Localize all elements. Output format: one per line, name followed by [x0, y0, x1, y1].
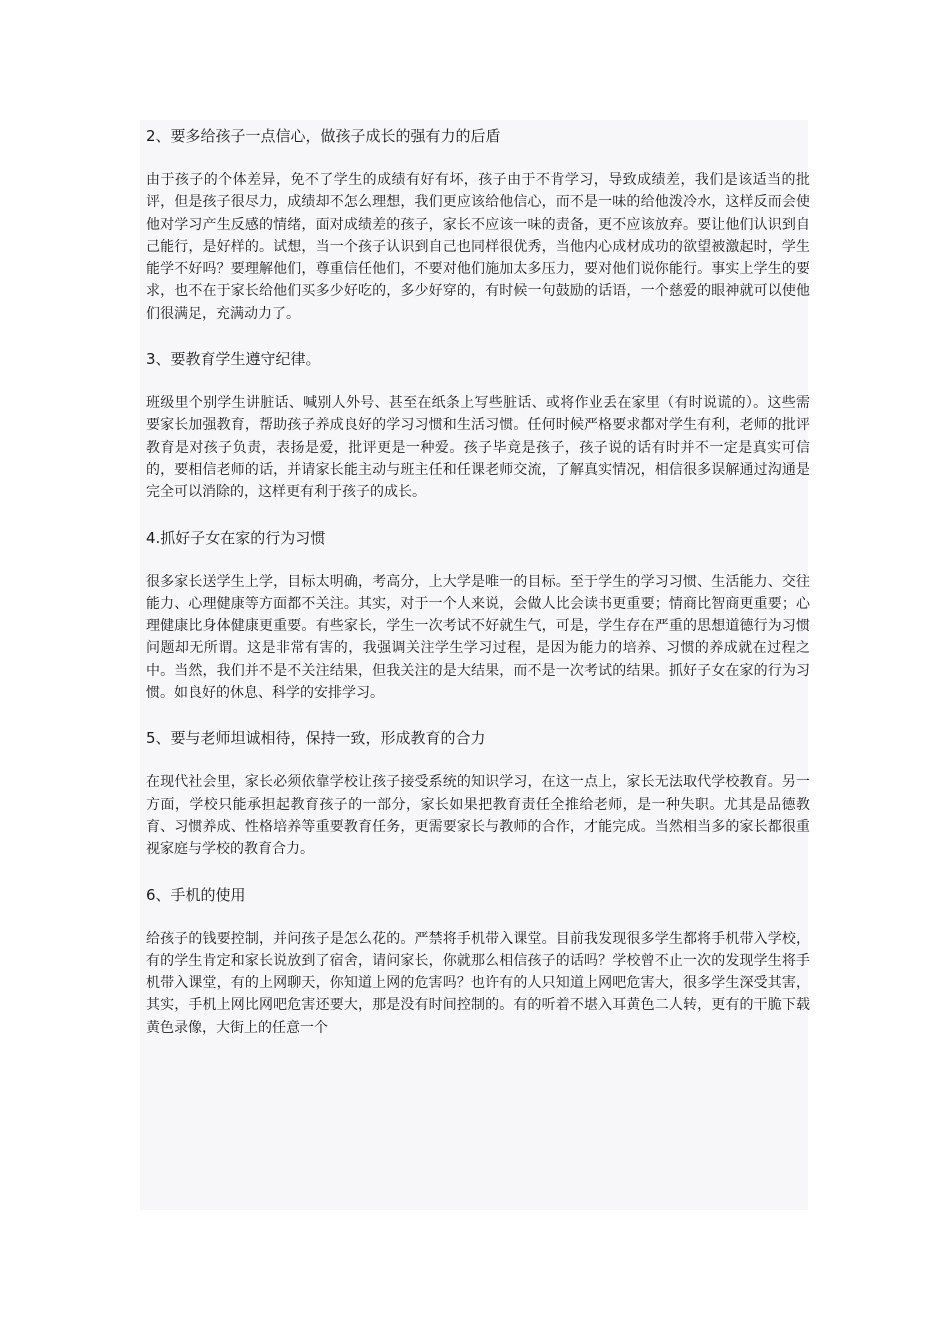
- section-6: [146, 884, 810, 1039]
- section-2: [146, 125, 810, 325]
- section-5: [146, 727, 810, 860]
- section-heading: 5、要与老师坦诚相待，保持一致，形成教育的合力: [146, 729, 486, 748]
- section-paragraph: 在现代社会里，家长必须依靠学校让孩子接受系统的知识学习，在这一点上，家长无法取代学校教育。另一方面，学校只能承担起教育孩子的一部分，家长如果把教育责任全推给老师，是一种失职。尤其是品德教育、习惯养成、性格培养等重要教育任务，更需要家长与教师的合作，才能完成。当然相当多的家长都很重视家庭与学校的教育合力。: [146, 774, 810, 858]
- section-heading: 4.抓好子女在家的行为习惯: [146, 528, 326, 547]
- document-body: [146, 125, 810, 1062]
- section-paragraph: 给孩子的钱要控制，并问孩子是怎么花的。严禁将手机带入课堂。目前我发现很多学生都将手机带入学校，有的学生肯定和家长说放到了宿舍，请问家长，你就那么相信孩子的话吗？学校曾不止一次的发现学生将手机带入课堂，有的上网聊天，你知道上网的危害吗？也许有的人只知道上网吧危害大，很多学生深受其害，其实，手机上网比网吧危害还要大，那是没有时间控制的。有的听着不堪入耳黄色二人转，更有的干脆下载黄色录像，大街上的任意一个: [146, 930, 810, 1036]
- section-paragraph: 班级里个别学生讲脏话、喊别人外号、甚至在纸条上写些脏话、或将作业丢在家里（有时说谎的）。这些需要家长加强教育，帮助孩子养成良好的学习习惯和生活习惯。任何时候严格要求都对学生有利，老师的批评教育是对孩子负责，表扬是爱，批评更是一种爱。孩子毕竟是孩子，孩子说的话有时并不一定是真实可信的，要相信老师的话，并请家长能主动与班主任和任课老师交流，了解真实情况，相信很多误解通过沟通是完全可以消除的，这样更有利于孩子的成长。: [146, 395, 810, 501]
- section-4: [146, 527, 810, 705]
- section-heading: 2、要多给孩子一点信心，做孩子成长的强有力的后盾: [146, 127, 501, 145]
- section-heading: 3、要教育学生遵守纪律。: [146, 350, 321, 369]
- section-paragraph: 由于孩子的个体差异，免不了学生的成绩有好有坏，孩子由于不肯学习，导致成绩差，我们是该适当的批评，但是孩子很尽力，成绩却不怎么理想，我们更应该给他信心，而不是一味的给他泼冷水，这样反而会使他对学习产生反感的情绪，面对成绩差的孩子，家长不应该一味的责备，更不应该放弃。要让他们认识到自己能行，是好样的。试想，当一个孩子认识到自己也同样很优秀，当他内心成材成功的欲望被激起时，学生能学不好吗？要理解他们，尊重信任他们，不要对他们施加太多压力，要对他们说你能行。事实上学生的要求，也不在于家长给他们买多少好吃的，多少好穿的，有时候一句鼓励的话语，一个慈爱的眼神就可以使他们很满足，充满动力了。: [146, 172, 810, 322]
- section-paragraph: 很多家长送学生上学，目标太明确，考高分，上大学是唯一的目标。至于学生的学习习惯、生活能力、交往能力、心理健康等方面都不关注。其实，对于一个人来说，会做人比会读书更重要；情商比智商更重要；心理健康比身体健康更重要。有些家长，学生一次考试不好就生气，可是，学生存在严重的思想道德行为习惯问题却无所谓。这是非常有害的，我强调关注学生学习过程，是因为能力的培养、习惯的养成就在过程之中。当然，我们并不是不关注结果，但我关注的是大结果，而不是一次考试的结果。抓好子女在家的行为习惯。如良好的休息、科学的安排学习。: [146, 573, 810, 702]
- section-3: [146, 348, 810, 503]
- section-heading: 6、手机的使用: [146, 885, 246, 904]
